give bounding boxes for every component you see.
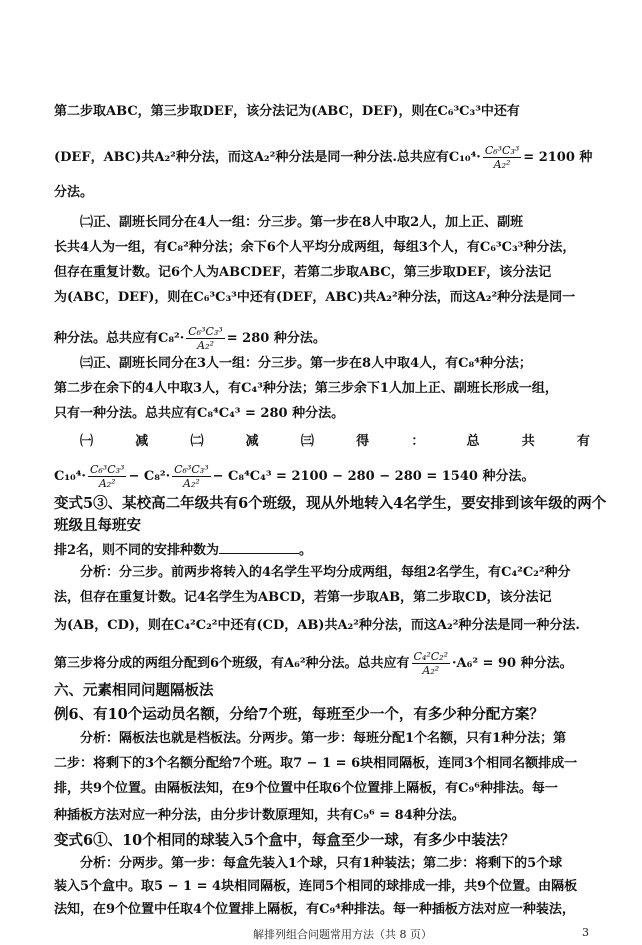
fraction (412, 650, 450, 677)
fraction-denominator: A₂² (493, 158, 511, 171)
fraction (88, 463, 126, 490)
fraction (186, 325, 224, 352)
text-token: ： (411, 434, 425, 449)
text-line: 分析：隔板法也就是档板法。分两步。第一步：每班分配1个名额，只有1种分法；第 (80, 731, 567, 746)
page-number: 3 (582, 926, 589, 939)
text-line: 分析：分两步。第一步：每盒先装入1个球，只有1种装法；第二步：将剩下的5个球 (80, 856, 563, 871)
fraction-denominator: A₂² (197, 339, 214, 352)
text-segment: C₁₀⁴· (54, 469, 86, 484)
text-line: 装入5个盒中。取5 − 1 = 4块相同隔板，连同5个相同的球排成一排，共9个位置。由隔板 (54, 879, 578, 894)
fraction (483, 144, 521, 171)
text-line: 分法。 (54, 185, 94, 200)
text-token: 有 (576, 434, 590, 449)
text-line: 二步：将剩下的3个名额分配给7个班。取7 − 1 = 6块相同隔板，连同3个相同名额排成一 (54, 756, 578, 771)
text-token: 减 (135, 434, 149, 449)
text-line: 但存在重复计数。记6个人为ABCDEF，若第二步取ABC，第三步取DEF，该分法记 (54, 265, 552, 280)
text-segment: (DEF，ABC)共A₂²种分法，而这A₂²种分法是同一种分法.总共应有C₁₀⁴· (54, 150, 481, 165)
text-line (54, 650, 599, 677)
exercise-title: 变式5③、某校高二年级共有6个班级，现从外地转入4名学生，要安排到该年级的两个 (54, 495, 607, 512)
fraction-denominator: A₂² (98, 477, 116, 490)
fraction-numerator: C₆³C₃³ (484, 144, 520, 157)
text-segment: = 2100 种 (523, 150, 593, 165)
text-segment: 第三步将分成的两组分配到6个班级，有A₆²种分法。总共应有 (54, 656, 410, 671)
text-line (54, 325, 599, 352)
text-line-justified (80, 434, 590, 450)
text-token: 减 (245, 434, 259, 449)
fraction-numerator: C₆³C₃³ (174, 463, 209, 476)
exercise-title: 班级且每班安 (54, 517, 141, 534)
footer-title: 解排列组合问题常用方法（共 8 页） (253, 928, 432, 941)
text-line: 为(AB，CD)，则在C₄²C₂²中还有(CD，AB)共A₂²种分法，而这A₂²种分法是同一种分法. (54, 618, 580, 633)
text-line: 第二步取ABC，第三步取DEF，该分法记为(ABC，DEF)，则在C₆³C₃³中还有 (54, 104, 520, 119)
fraction-numerator: C₄²C₂² (413, 650, 449, 663)
text-segment: = 280 种分法。 (226, 331, 326, 346)
text-line: 为(ABC，DEF)，则在C₆³C₃³中还有(DEF，ABC)共A₂²种分法，而这A₂²种分法是同一 (54, 290, 576, 305)
text-line: 法，但存在重复计数。记4名学生为ABCD，若第一步取AB，第二步取CD，该分法记 (54, 590, 552, 605)
text-line: 排，共9个位置。由隔板法知，在9个位置中任取6个位置排上隔板，有C₉⁶种排法。每一 (54, 781, 558, 796)
text-token: 总 (466, 434, 480, 449)
fraction-denominator: A₂² (183, 477, 200, 490)
text-token: 得 (356, 434, 370, 449)
fraction-numerator: C₆³C₃³ (188, 325, 223, 338)
text-token: 共 (521, 434, 535, 449)
example-title: 例6、有10个运动员名额，分给7个班，每班至少一个，有多少种分配方案？ (54, 706, 544, 723)
text-token: ㈠ (80, 434, 94, 449)
text-line: 第二步在余下的4人中取3人，有C₄³种分法；第三步余下1人加上正、副班长形成一组， (54, 381, 558, 396)
text-segment: − C₈⁴C₄³ = 2100 − 280 − 280 = 1540 种分法。 (212, 469, 535, 484)
text-segment: ·A₆² = 90 种分法。 (452, 656, 573, 671)
text-line: ㈢正、副班长同分在3人一组：分三步。第一步在8人中取4人，有C₈⁴种分法； (80, 356, 532, 371)
exercise-title: 变式6①、10个相同的球装入5个盒中，每盒至少一球，有多少中装法？ (54, 832, 515, 849)
text-segment: 种分法。总共应有C₈²· (54, 331, 185, 346)
text-line: 法知，在9个位置中任取4个位置排上隔板，有C₉⁴种排法。每一种插板方法对应一种装法， (54, 902, 575, 917)
text-token: ㈡ (190, 434, 204, 449)
text-token: ㈢ (300, 434, 314, 449)
text-line: 分析：分三步。前两步将转入的4名学生平均分成两组，每组2名学生，有C₄²C₂²种分 (80, 565, 571, 580)
text-line (54, 144, 599, 171)
text-line (54, 463, 599, 490)
text-segment: 。 (299, 543, 313, 558)
answer-blank (219, 541, 299, 554)
text-line (54, 541, 599, 559)
text-line: 长共4人为一组，有C₈²种分法；余下6个人平均分成两组，每组3个人，有C₆³C₃³种分法， (54, 240, 576, 255)
text-line: ㈡正、副班长同分在4人一组：分三步。第一步在8人中取2人，加上正、副班 (80, 215, 524, 230)
text-segment: − C₈²· (128, 469, 171, 484)
section-heading: 六、元素相同问题隔板法 (54, 682, 214, 699)
fraction (172, 463, 210, 490)
text-line: 只有一种分法。总共应有C₈⁴C₄³ = 280 种分法。 (54, 406, 345, 421)
fraction-denominator: A₂² (422, 664, 440, 677)
text-segment: 排2名，则不同的安排种数为 (54, 543, 220, 558)
text-line: 种插板方法对应一种分法，由分步计数原理知，共有C₉⁶ = 84种分法。 (54, 808, 465, 823)
fraction-numerator: C₆³C₃³ (89, 463, 125, 476)
